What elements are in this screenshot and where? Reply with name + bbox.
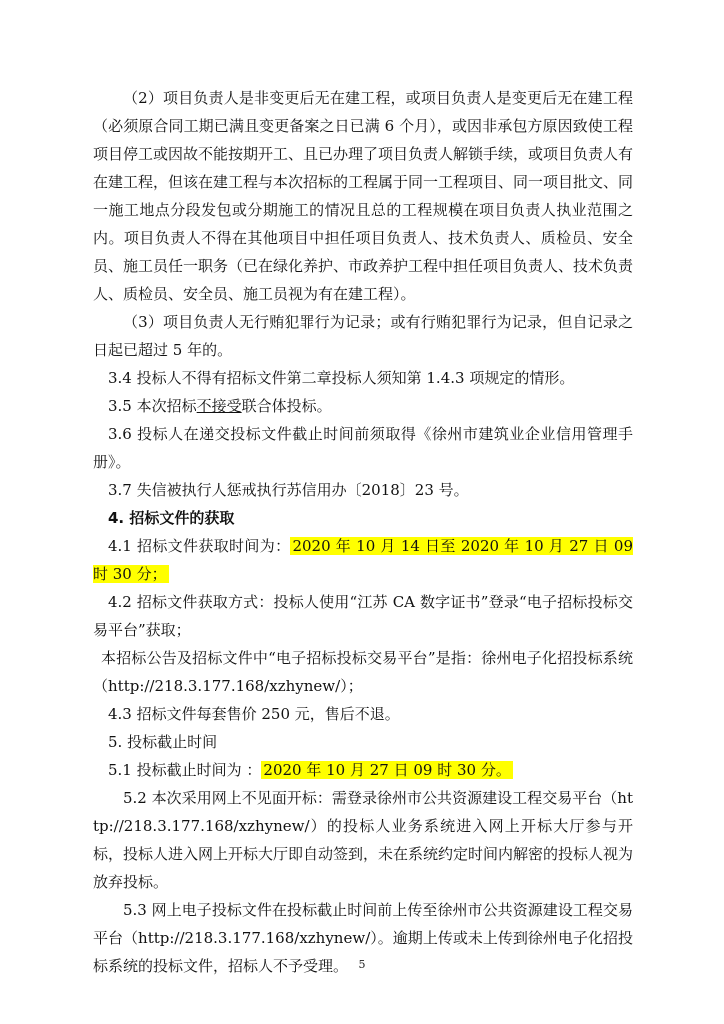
clause-3-6: 3.6 投标人在递交投标文件截止时间前须取得《徐州市建筑业企业信用管理手册》。 <box>93 425 633 471</box>
clause-3-7: 3.7 失信被执行人惩戒执行苏信用办〔2018〕23 号。 <box>108 481 469 499</box>
clause-3-5-prefix: 3.5 本次招标 <box>108 397 197 415</box>
clause-5-2: 5.2 本次采用网上不见面开标：需登录徐州市公共资源建设工程交易平台（http://218.3.177.168/xzhynew/）的投标人业务系统进入网上开标大厅参与开标，投标人进入网上开标大厅即自动签到，未在系统约定时间内解密的投标人视为放弃投标。 <box>93 789 634 891</box>
clause-3-5 <box>93 392 633 420</box>
clause-5-1 <box>93 756 633 784</box>
platform-note: 本招标公告及招标文件中“电子招标投标交易平台”是指：徐州电子化招投标系统（http://218.3.177.168/xzhynew/）； <box>93 649 633 695</box>
clause-3-5-suffix: 联合体投标。 <box>241 397 332 415</box>
clause-3-4: 3.4 投标人不得有招标文件第二章投标人须知第 1.4.3 项规定的情形。 <box>108 369 575 387</box>
clause-3-5-underlined: 不接受 <box>196 397 242 415</box>
clause-5-3: 5.3 网上电子投标文件在投标截止时间前上传至徐州市公共资源建设工程交易平台（http://218.3.177.168/xzhynew/）。逾期上传或未上传到徐州电子化招投标系统的投标文件，招标人不予受理。 <box>93 901 633 975</box>
paragraph-item-2: （2）项目负责人是非变更后无在建工程，或项目负责人是变更后无在建工程（必须原合同工期已满且变更备案之日已满 6 个月），或因非承包方原因致使工程项目停工或因故不能按期开工、且已办理了项目负责人解锁手续，或项目负责人有在建工程，但该在建工程与本次招标的工程属于同一工程项目、同一项目批文、同一施工地点分段发包或分期施工的情况且总的工程规模在项目负责人执业范围之内。项目负责人不得在其他项目中担任项目负责人、技术负责人、质检员、安全员、施工员任一职务（已在绿化养护、市政养护工程中担任项目负责人、技术负责人、质检员、安全员、施工员视为有在建工程）。 <box>93 89 634 303</box>
section-heading-5: 5. 投标截止时间 <box>108 733 218 751</box>
clause-4-2: 4.2 招标文件获取方式：投标人使用“江苏 CA 数字证书”登录“电子招标投标交易平台”获取； <box>93 593 633 639</box>
clause-4-1-highlight: 2020 年 10 月 14 日至 2020 年 10 月 27 日 09 时 30 分； <box>93 537 634 583</box>
document-body <box>93 84 633 980</box>
page-number: 5 <box>358 958 366 971</box>
section-heading-4: 4. 招标文件的获取 <box>108 509 235 527</box>
clause-4-1-prefix: 4.1 招标文件获取时间为： <box>108 537 291 555</box>
clause-4-3: 4.3 招标文件每套售价 250 元，售后不退。 <box>108 705 400 723</box>
clause-4-1 <box>93 532 633 588</box>
paragraph-item-3: （3）项目负责人无行贿犯罪行为记录；或有行贿犯罪行为记录，但自记录之日起已超过 5 年的。 <box>93 313 633 359</box>
clause-5-1-prefix: 5.1 投标截止时间为 ： <box>108 761 262 779</box>
clause-5-1-highlight: 2020 年 10 月 27 日 09 时 30 分。 <box>263 761 511 779</box>
